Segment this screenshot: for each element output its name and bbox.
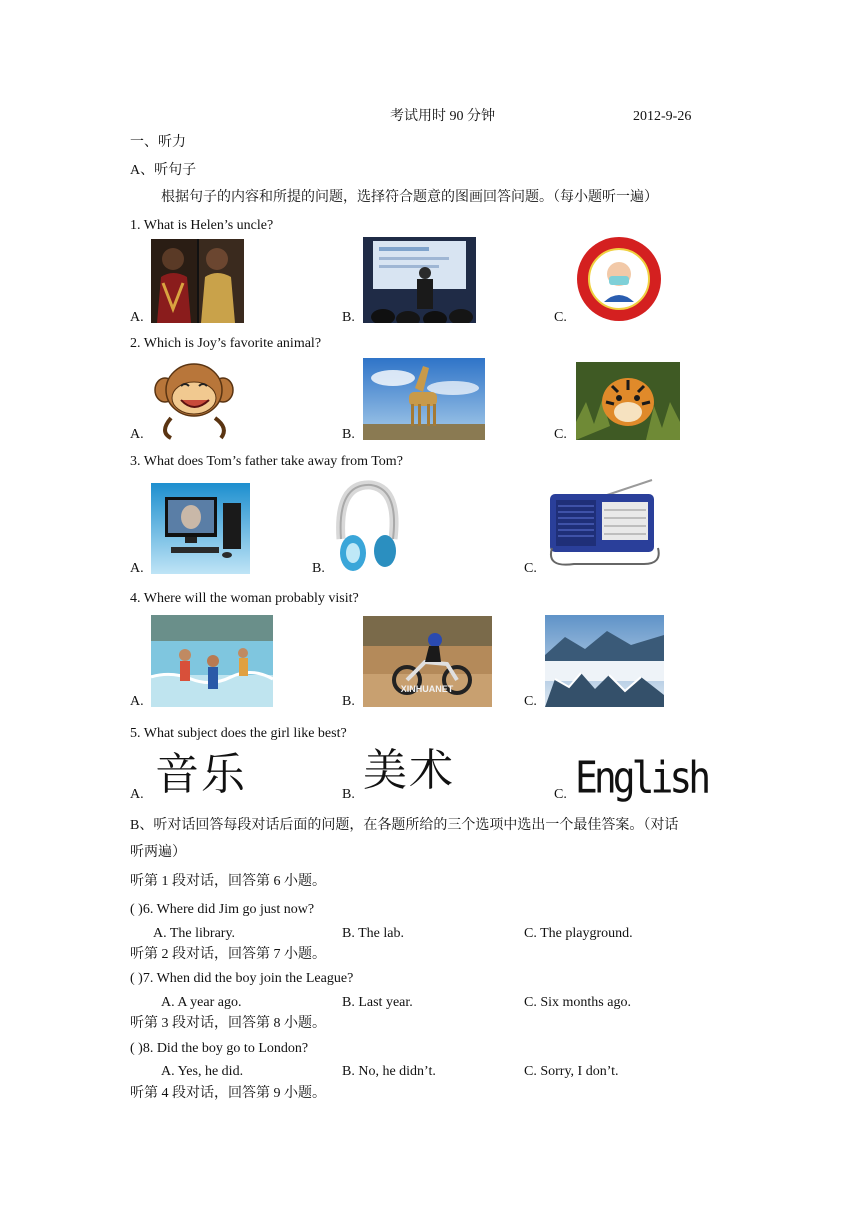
q4-option-c-letter: C.	[524, 694, 537, 709]
question-2: 2. Which is Joy’s favorite animal?	[130, 336, 322, 351]
dialogue-1-intro: 听第 1 段对话，回答第 6 小题。	[130, 874, 326, 889]
question-3: 3. What does Tom’s father take away from Tom?	[130, 454, 403, 469]
section-title: 一、听力	[130, 135, 186, 150]
word-english[interactable]: English	[575, 752, 708, 803]
question-6: ( )6. Where did Jim go just now?	[130, 902, 315, 917]
question-8: ( )8. Did the boy go to London?	[130, 1041, 309, 1056]
q7-option-b[interactable]: B. Last year.	[342, 995, 413, 1010]
q5-option-c-letter: C.	[554, 787, 567, 802]
headphones[interactable]	[331, 479, 401, 575]
part-a-instruction: 根据句子的内容和所提的问题，选择符合题意的图画回答问题。（每小题听一遍）	[161, 190, 658, 205]
question-4: 4. Where will the woman probably visit?	[130, 591, 359, 606]
q3-option-a-letter: A.	[130, 561, 144, 576]
part-b-title: B、听对话回答每段对话后面的问题，在各题所给的三个选项中选出一个最佳答案。（对话	[130, 818, 679, 833]
tiger-photo[interactable]	[576, 362, 680, 440]
q6-option-c[interactable]: C. The playground.	[524, 926, 633, 941]
question-7: ( )7. When did the boy join the League?	[130, 971, 354, 986]
radio[interactable]	[544, 478, 665, 573]
q4-option-a-letter: A.	[130, 694, 144, 709]
q8-option-a[interactable]: A. Yes, he did.	[161, 1064, 244, 1079]
word-art[interactable]: 美术	[363, 745, 455, 796]
q1-option-b-letter: B.	[342, 310, 355, 325]
motorbike-photo[interactable]	[363, 616, 492, 707]
exam-date: 2012-9-26	[633, 109, 692, 124]
q2-option-c-letter: C.	[554, 427, 567, 442]
dialogue-2-intro: 听第 2 段对话，回答第 7 小题。	[130, 947, 326, 962]
q6-option-a[interactable]: A. The library.	[153, 926, 236, 941]
giraffe-photo[interactable]	[363, 358, 485, 440]
exam-duration: 考试用时 90 分钟	[390, 109, 495, 124]
word-music[interactable]: 音乐	[155, 749, 247, 800]
question-1: 1. What is Helen’s uncle?	[130, 218, 274, 233]
q4-option-b-letter: B.	[342, 694, 355, 709]
part-b-title-cont: 听两遍）	[130, 845, 186, 860]
part-a-title: A、听句子	[130, 163, 197, 178]
dialogue-3-intro: 听第 3 段对话，回答第 8 小题。	[130, 1016, 326, 1031]
monkey-cartoon[interactable]	[151, 358, 237, 440]
q8-option-c[interactable]: C. Sorry, I don’t.	[524, 1064, 619, 1079]
q7-option-c[interactable]: C. Six months ago.	[524, 995, 631, 1010]
q8-option-b[interactable]: B. No, he didn’t.	[342, 1064, 436, 1079]
q3-option-c-letter: C.	[524, 561, 537, 576]
question-5: 5. What subject does the girl like best?	[130, 726, 347, 741]
q5-option-b-letter: B.	[342, 787, 355, 802]
dialogue-4-intro: 听第 4 段对话，回答第 9 小题。	[130, 1086, 326, 1101]
q6-option-b[interactable]: B. The lab.	[342, 926, 404, 941]
q1-option-c-letter: C.	[554, 310, 567, 325]
doctor-badge[interactable]	[576, 236, 662, 322]
computer-photo[interactable]	[151, 483, 250, 574]
xinhuanet-watermark: XINHUANET	[400, 684, 454, 694]
q2-option-a-letter: A.	[130, 427, 144, 442]
q5-option-a-letter: A.	[130, 787, 144, 802]
q3-option-b-letter: B.	[312, 561, 325, 576]
singer-photo[interactable]	[151, 239, 244, 323]
mountain-sea-of-clouds-photo[interactable]	[545, 615, 664, 707]
water-park-photo[interactable]	[151, 615, 273, 707]
teacher-lecture-photo[interactable]	[363, 237, 476, 323]
q1-option-a-letter: A.	[130, 310, 144, 325]
q7-option-a[interactable]: A. A year ago.	[161, 995, 242, 1010]
q2-option-b-letter: B.	[342, 427, 355, 442]
